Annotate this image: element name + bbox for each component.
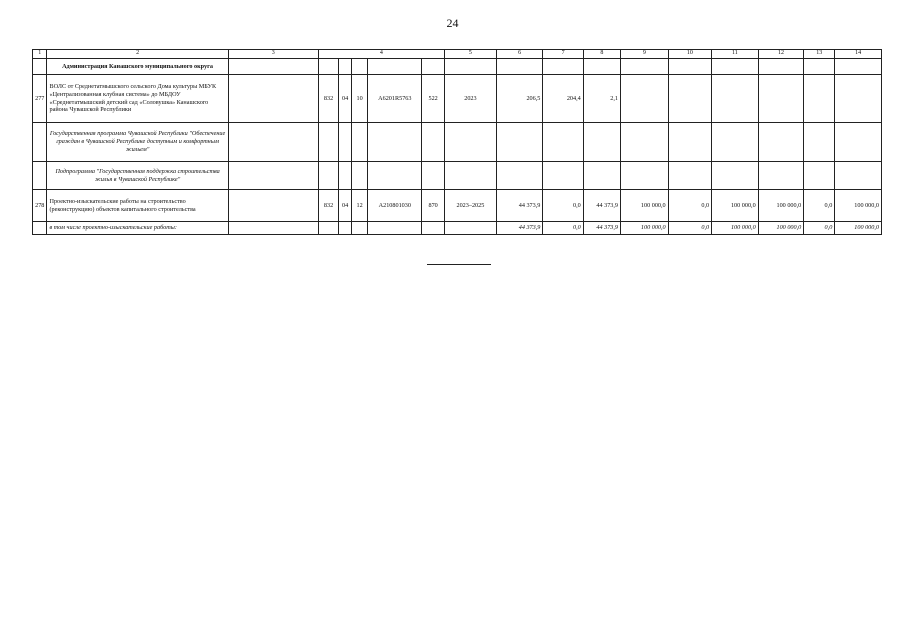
- expense-type-code: 870: [422, 190, 445, 222]
- program-row: [33, 123, 882, 162]
- including-label: в том числе проектно-изыскательские работы:: [47, 222, 228, 235]
- value-col12: 100 000,0: [758, 190, 804, 222]
- target-article-code: A210801030: [368, 190, 422, 222]
- grbs-code: 832: [318, 190, 339, 222]
- value-col6: 206,5: [496, 75, 543, 123]
- value-col9: 100 000,0: [621, 190, 669, 222]
- table-row: [33, 75, 882, 123]
- value-col13: 0,0: [804, 222, 835, 235]
- value-col6: 44 373,9: [496, 222, 543, 235]
- target-article-code: A6201R5763: [368, 75, 422, 123]
- row-number: 278: [33, 190, 47, 222]
- section-code: 04: [339, 190, 351, 222]
- column-number: 5: [445, 50, 497, 59]
- expense-type-code: 522: [422, 75, 445, 123]
- period: 2023–2025: [445, 190, 497, 222]
- subsection-code: 12: [351, 190, 368, 222]
- object-name: ВОЛС от Среднетатмышского сельского Дома культуры МБУК «Централизованная клубная система» до МБДОУ «Среднетатмышский детский сад «Соловушка» Канашского района Чувашской Республики: [47, 75, 228, 123]
- column-number: 10: [668, 50, 711, 59]
- subprogram-row: [33, 162, 882, 190]
- column-number: 7: [543, 50, 583, 59]
- object-name: Проектно-изыскательские работы на строительство (реконструкцию) объектов капитального строительства: [47, 190, 228, 222]
- grbs-code: 832: [318, 75, 339, 123]
- column-number: 14: [835, 50, 882, 59]
- subsection-code: 10: [351, 75, 368, 123]
- value-col8: 2,1: [583, 75, 620, 123]
- value-col8: 44 373,9: [583, 190, 620, 222]
- value-col8: 44 373,9: [583, 222, 620, 235]
- column-number: 2: [47, 50, 228, 59]
- row-number: 277: [33, 75, 47, 123]
- value-col14: [835, 75, 882, 123]
- column-number: 11: [712, 50, 759, 59]
- organization-name: Администрация Канашского муниципального округа: [47, 59, 228, 75]
- column-number: 1: [33, 50, 47, 59]
- value-col12: [758, 75, 804, 123]
- subprogram-name: Подпрограмма "Государственная поддержка строительства жилья в Чувашской Республике": [47, 162, 228, 190]
- value-col13: [804, 75, 835, 123]
- end-separator-line: [427, 264, 491, 265]
- column-number: 9: [621, 50, 669, 59]
- column-number: 8: [583, 50, 620, 59]
- organization-row: [33, 59, 882, 75]
- value-col10: 0,0: [668, 190, 711, 222]
- value-col10: [668, 75, 711, 123]
- budget-table: [32, 49, 882, 235]
- value-col11: 100 000,0: [712, 222, 759, 235]
- table-row: [33, 190, 882, 222]
- page-number: 24: [446, 16, 459, 30]
- including-row: [33, 222, 882, 235]
- value-col10: 0,0: [668, 222, 711, 235]
- value-col9: 100 000,0: [621, 222, 669, 235]
- value-col12: 100 000,0: [758, 222, 804, 235]
- program-name: Государственная программа Чувашской Республики "Обеспечение граждан в Чувашской Республике доступным и комфортным жильем": [47, 123, 228, 162]
- period: 2023: [445, 75, 497, 123]
- column-number: 13: [804, 50, 835, 59]
- value-col9: [621, 75, 669, 123]
- value-col6: 44 373,9: [496, 190, 543, 222]
- column-number: 12: [758, 50, 804, 59]
- value-col13: 0,0: [804, 190, 835, 222]
- column-number: 3: [228, 50, 318, 59]
- value-col7: 204,4: [543, 75, 583, 123]
- value-col7: 0,0: [543, 190, 583, 222]
- section-code: 04: [339, 75, 351, 123]
- column-number: 4: [318, 50, 444, 59]
- value-col14: 100 000,0: [835, 222, 882, 235]
- column-number: 6: [496, 50, 543, 59]
- value-col14: 100 000,0: [835, 190, 882, 222]
- value-col11: [712, 75, 759, 123]
- value-col11: 100 000,0: [712, 190, 759, 222]
- value-col7: 0,0: [543, 222, 583, 235]
- column-number-row: [33, 50, 882, 59]
